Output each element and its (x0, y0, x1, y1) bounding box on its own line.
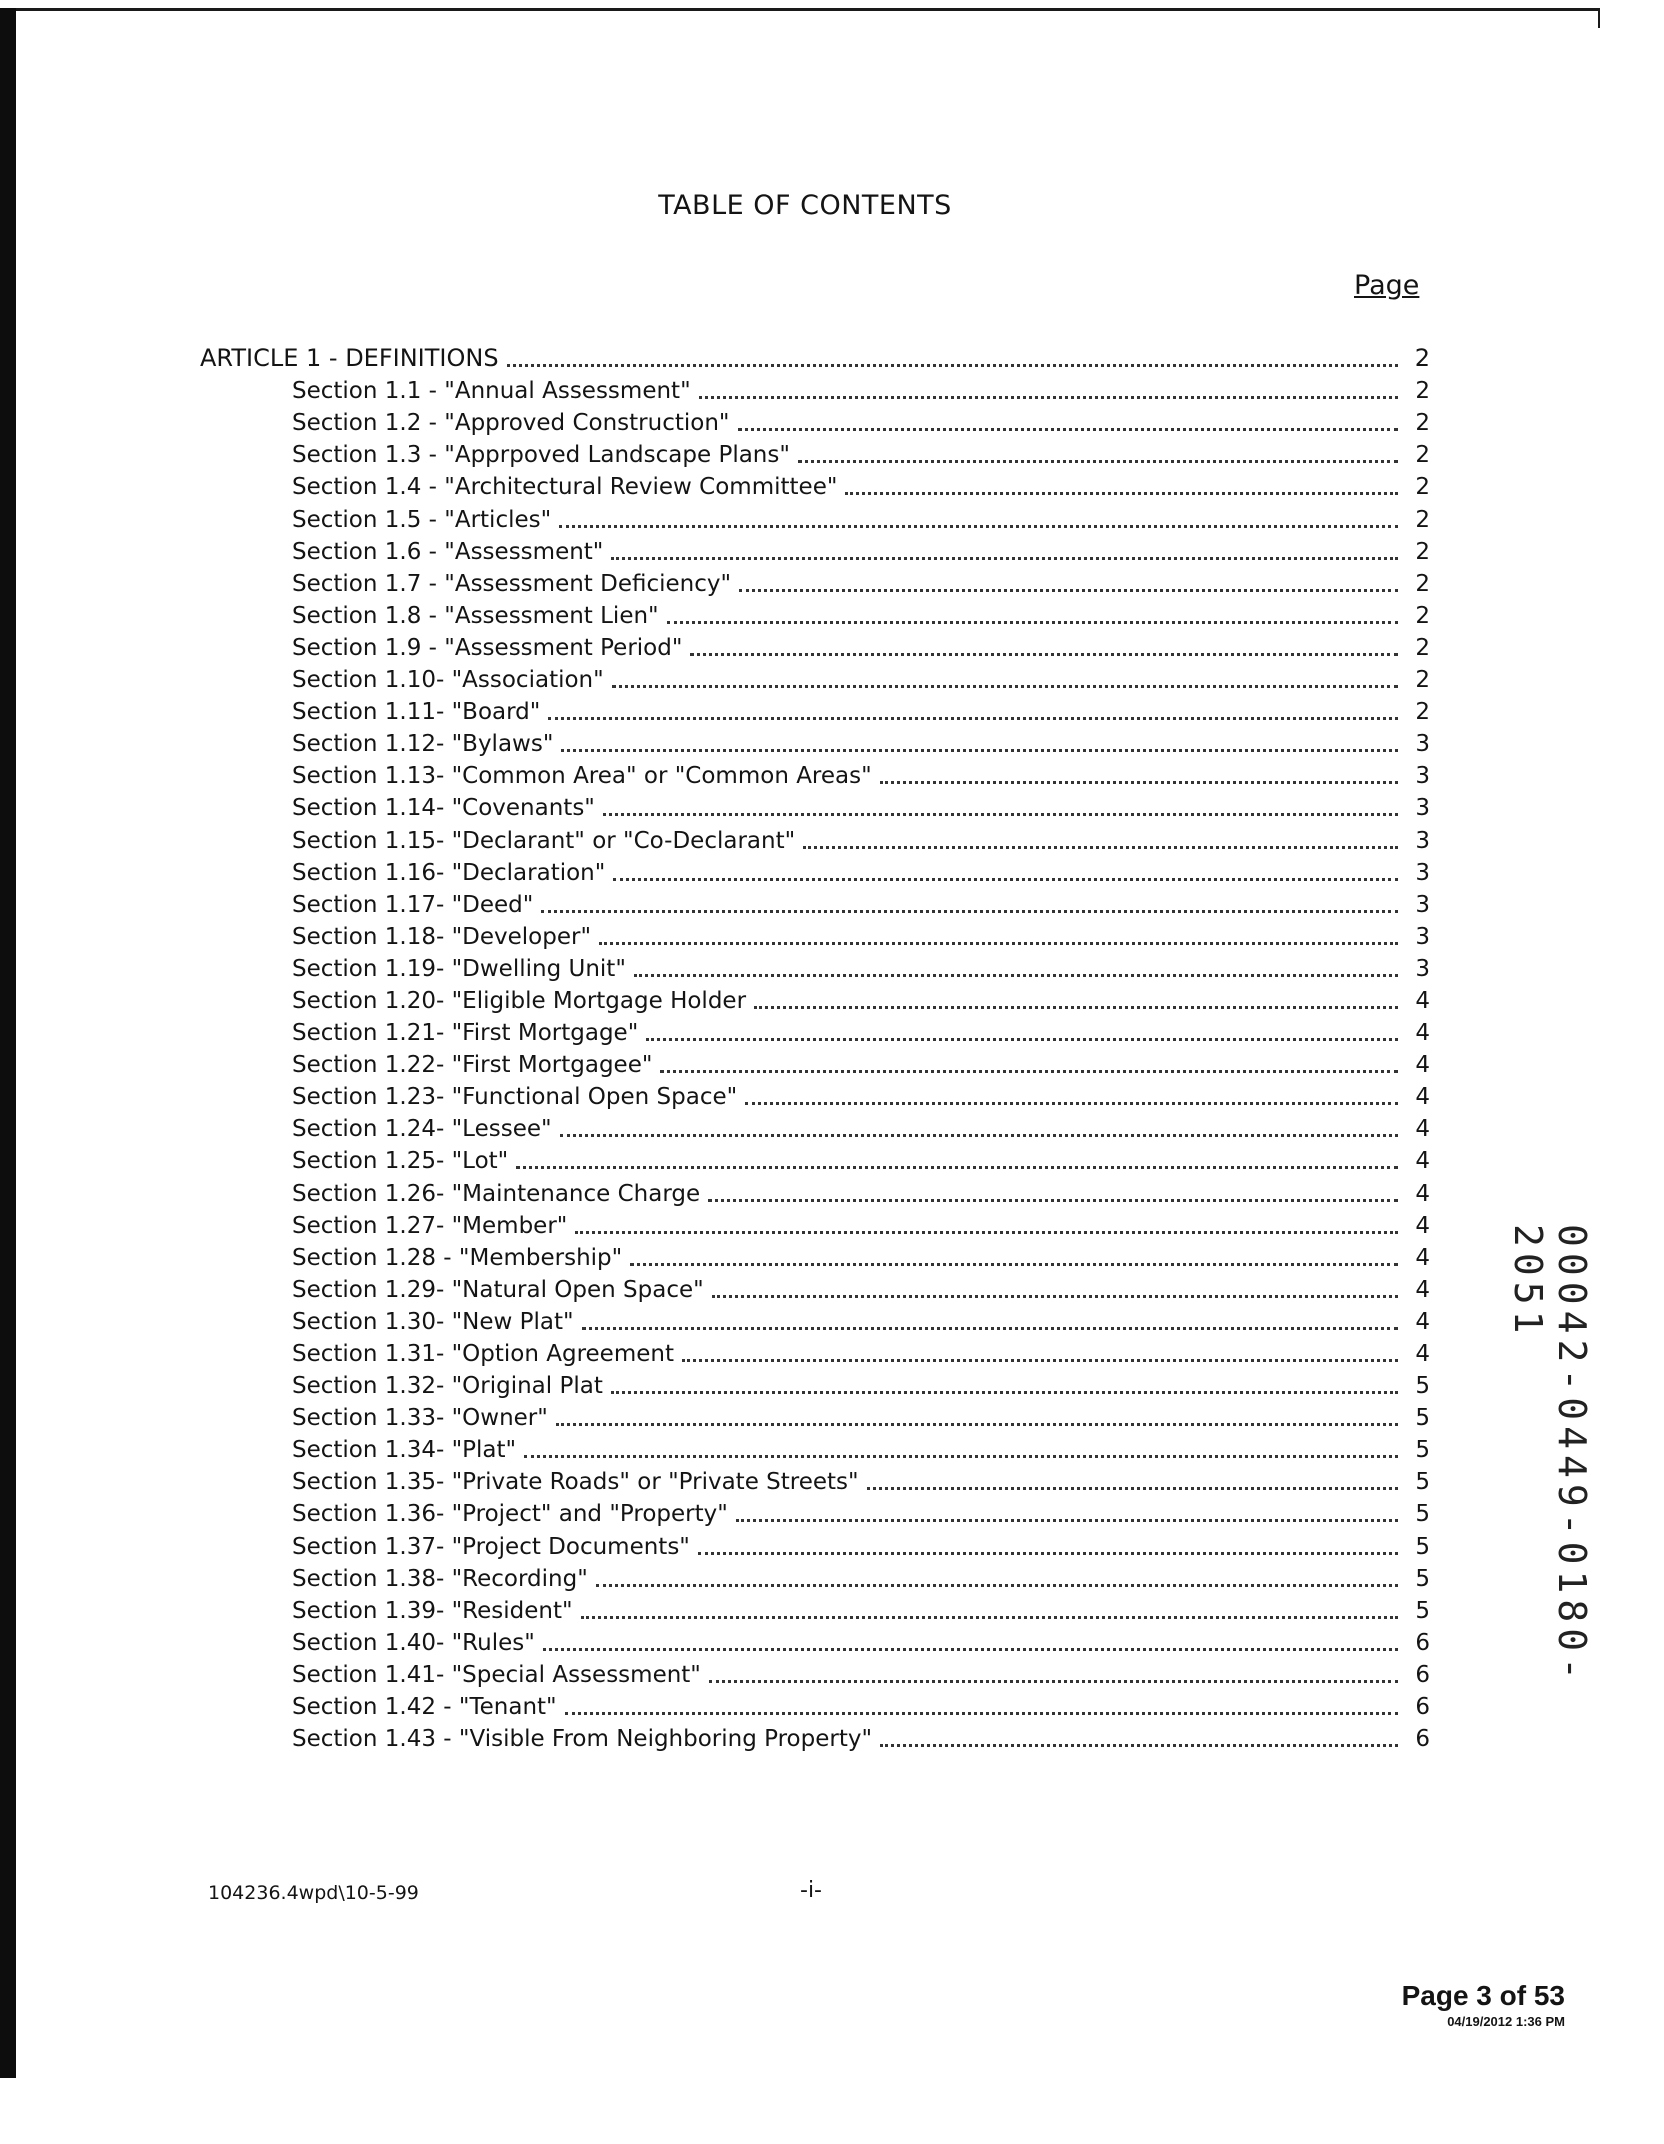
toc-section-row[interactable] (200, 854, 1430, 886)
toc-section-label: Section 1.11- "Board" (292, 699, 541, 726)
document-title: TABLE OF CONTENTS (658, 190, 952, 221)
toc-section-row[interactable] (200, 1688, 1430, 1720)
recording-number: 00042-0449-0180-2051 (1506, 1224, 1594, 1687)
toc-section-row[interactable] (200, 982, 1430, 1014)
toc-section-label: Section 1.31- "Option Agreement (292, 1341, 674, 1367)
toc-section-row[interactable] (200, 1078, 1430, 1110)
dot-leader (667, 607, 1398, 624)
toc-section-row[interactable] (200, 821, 1430, 853)
toc-section-label: Section 1.4 - "Architectural Review Committee" (292, 474, 838, 501)
toc-section-page: 3 (1415, 923, 1430, 950)
toc-section-row[interactable] (200, 725, 1430, 757)
dot-leader (880, 1730, 1398, 1747)
dot-leader (556, 1409, 1398, 1426)
toc-section-label: Section 1.32- "Original Plat (292, 1373, 603, 1400)
dot-leader (845, 478, 1398, 495)
toc-section-page: 5 (1415, 1437, 1430, 1464)
dot-leader (634, 960, 1398, 977)
recording-number-stamp (1506, 1120, 1594, 1840)
toc-section-row[interactable] (200, 629, 1430, 661)
toc-section-row[interactable] (200, 404, 1430, 436)
toc-section-label: Section 1.43 - "Visible From Neighboring Property" (292, 1726, 873, 1753)
dot-leader (611, 543, 1398, 560)
toc-article-row[interactable] (200, 340, 1430, 372)
toc-section-label: Section 1.42 - "Tenant" (292, 1694, 557, 1721)
toc-section-page: 2 (1415, 378, 1430, 405)
toc-section-row[interactable] (200, 1142, 1430, 1174)
toc-section-row[interactable] (200, 1495, 1430, 1527)
toc-section-page: 6 (1415, 1661, 1430, 1688)
toc-section-page: 5 (1415, 1405, 1430, 1432)
toc-section-label: Section 1.19- "Dwelling Unit" (292, 955, 626, 982)
toc-article-label: ARTICLE 1 - DEFINITIONS (200, 344, 499, 373)
toc-section-row[interactable] (200, 1560, 1430, 1592)
toc-section-label: Section 1.37- "Project Documents" (292, 1533, 690, 1560)
dot-leader (581, 1602, 1398, 1619)
toc-section-row[interactable] (200, 1431, 1430, 1463)
footer-file-reference: 104236.4wpd\10-5-99 (208, 1882, 419, 1904)
dot-leader (559, 511, 1398, 528)
stamp-datetime: 04/19/2012 1:36 PM (1447, 2014, 1565, 2029)
toc-section-label: Section 1.9 - "Assessment Period" (292, 634, 683, 661)
toc-section-label: Section 1.39- "Resident" (292, 1597, 573, 1624)
toc-section-page: 4 (1415, 1116, 1430, 1143)
toc-section-row[interactable] (200, 950, 1430, 982)
toc-section-row[interactable] (200, 436, 1430, 468)
dot-leader (745, 1088, 1398, 1105)
page-border-right (1598, 8, 1600, 28)
toc-section-row[interactable] (200, 500, 1430, 532)
dot-leader (738, 414, 1399, 431)
dot-leader (880, 767, 1398, 784)
dot-leader (507, 350, 1398, 367)
toc-section-page: 6 (1415, 1694, 1430, 1721)
toc-section-label: Section 1.10- "Association" (292, 667, 604, 694)
toc-section-page: 5 (1415, 1469, 1430, 1496)
toc-section-label: Section 1.35- "Private Roads" or "Private Streets" (292, 1469, 859, 1496)
toc-section-page: 3 (1415, 731, 1430, 758)
toc-section-page: 3 (1415, 795, 1430, 822)
toc-section-row[interactable] (200, 661, 1430, 693)
toc-section-row[interactable] (200, 372, 1430, 404)
dot-leader (612, 671, 1398, 688)
toc-section-page: 2 (1415, 602, 1430, 629)
toc-section-row[interactable] (200, 1624, 1430, 1656)
dot-leader (575, 1217, 1398, 1234)
page-count-stamp (1385, 1980, 1565, 2029)
toc-section-page: 5 (1415, 1501, 1430, 1528)
toc-section-page: 4 (1415, 1212, 1430, 1239)
toc-section-page: 5 (1415, 1533, 1430, 1560)
toc-section-page: 2 (1415, 699, 1430, 726)
toc-section-row[interactable] (200, 1399, 1430, 1431)
toc-section-page: 4 (1415, 1341, 1430, 1367)
toc-section-label: Section 1.17- "Deed" (292, 891, 534, 918)
dot-leader (565, 1698, 1398, 1715)
toc-section-page: 5 (1415, 1373, 1430, 1400)
dot-leader (543, 1634, 1398, 1651)
dot-leader (754, 992, 1398, 1009)
footer-page-number: -i- (800, 1878, 822, 1903)
toc-section-label: Section 1.41- "Special Assessment" (292, 1661, 701, 1688)
toc-section-label: Section 1.18- "Developer" (292, 923, 592, 950)
toc-section-label: Section 1.29- "Natural Open Space" (292, 1276, 704, 1303)
toc-section-label: Section 1.7 - "Assessment Deficiency" (292, 570, 732, 597)
toc-section-row[interactable] (200, 597, 1430, 629)
dot-leader (712, 1281, 1398, 1298)
dot-leader (867, 1473, 1398, 1490)
dot-leader (524, 1441, 1398, 1458)
toc-section-page: 5 (1415, 1565, 1430, 1592)
toc-section-row[interactable] (200, 693, 1430, 725)
dot-leader (690, 639, 1398, 656)
toc-section-row[interactable] (200, 1174, 1430, 1206)
toc-section-row[interactable] (200, 1207, 1430, 1239)
toc-section-label: Section 1.30- "New Plat" (292, 1308, 574, 1335)
toc-section-label: Section 1.12- "Bylaws" (292, 731, 554, 758)
dot-leader (698, 1538, 1398, 1555)
toc-section-row[interactable] (200, 886, 1430, 918)
toc-section-row[interactable] (200, 1527, 1430, 1559)
toc-section-page: 3 (1415, 763, 1430, 790)
toc-section-label: Section 1.6 - "Assessment" (292, 538, 604, 565)
toc-section-page: 4 (1415, 1148, 1430, 1175)
toc-section-label: Section 1.38- "Recording" (292, 1565, 588, 1592)
dot-leader (561, 735, 1398, 752)
toc-section-label: Section 1.14- "Covenants" (292, 795, 595, 822)
toc-section-page: 4 (1415, 1084, 1430, 1111)
toc-section-label: Section 1.23- "Functional Open Space" (292, 1084, 738, 1111)
toc-section-label: Section 1.25- "Lot" (292, 1148, 509, 1175)
dot-leader (739, 575, 1398, 592)
toc-section-page: 4 (1415, 1276, 1430, 1303)
toc-section-page: 2 (1415, 538, 1430, 565)
toc-section-page: 2 (1415, 667, 1430, 694)
toc-section-label: Section 1.26- "Maintenance Charge (292, 1180, 701, 1207)
toc-section-page: 4 (1415, 1020, 1430, 1047)
toc-section-page: 3 (1415, 891, 1430, 918)
toc-section-row[interactable] (200, 1720, 1430, 1752)
toc-section-label: Section 1.33- "Owner" (292, 1405, 548, 1432)
dot-leader (699, 382, 1398, 399)
toc-section-page: 4 (1415, 1308, 1430, 1335)
toc-section-label: Section 1.13- "Common Area" or "Common Areas" (292, 763, 872, 790)
toc-section-row[interactable] (200, 1303, 1430, 1335)
toc-section-label: Section 1.24- "Lessee" (292, 1116, 552, 1143)
toc-section-label: Section 1.2 - "Approved Construction" (292, 410, 730, 437)
toc-section-row[interactable] (200, 1463, 1430, 1495)
dot-leader (611, 1377, 1398, 1394)
dot-leader (541, 896, 1398, 913)
toc-section-label: Section 1.28 - "Membership" (292, 1244, 623, 1271)
dot-leader (630, 1249, 1398, 1266)
page-border-top (0, 8, 1600, 11)
toc-section-label: Section 1.3 - "Apprpoved Landscape Plans" (292, 442, 790, 469)
toc-section-row[interactable] (200, 1110, 1430, 1142)
toc-section-page: 4 (1415, 1244, 1430, 1271)
toc-section-label: Section 1.27- "Member" (292, 1212, 568, 1239)
toc-section-page: 4 (1415, 1052, 1430, 1079)
toc-section-page: 4 (1415, 987, 1430, 1014)
dot-leader (798, 446, 1398, 463)
dot-leader (599, 928, 1398, 945)
toc-section-row[interactable] (200, 789, 1430, 821)
dot-leader (613, 864, 1398, 881)
toc-section-label: Section 1.15- "Declarant" or "Co-Declarant" (292, 827, 796, 854)
toc-section-row[interactable] (200, 1656, 1430, 1688)
page-border-left (0, 8, 16, 2078)
toc-section-label: Section 1.22- "First Mortgagee" (292, 1052, 653, 1079)
toc-section-page: 3 (1415, 955, 1430, 982)
dot-leader (603, 799, 1398, 816)
dot-leader (708, 1185, 1398, 1202)
toc-section-page: 4 (1415, 1180, 1430, 1207)
dot-leader (582, 1313, 1398, 1330)
table-of-contents (200, 340, 1430, 1752)
dot-leader (660, 1056, 1398, 1073)
toc-article-page: 2 (1414, 344, 1430, 373)
dot-leader (803, 832, 1398, 849)
toc-section-label: Section 1.40- "Rules" (292, 1629, 535, 1656)
dot-leader (709, 1666, 1398, 1683)
toc-section-page: 3 (1415, 859, 1430, 886)
toc-section-label: Section 1.21- "First Mortgage" (292, 1020, 639, 1047)
toc-section-row[interactable] (200, 757, 1430, 789)
dot-leader (736, 1505, 1398, 1522)
dot-leader (646, 1024, 1398, 1041)
toc-section-page: 3 (1415, 827, 1430, 854)
toc-section-row[interactable] (200, 1335, 1430, 1367)
toc-section-label: Section 1.1 - "Annual Assessment" (292, 378, 691, 405)
toc-section-label: Section 1.8 - "Assessment Lien" (292, 602, 659, 629)
toc-section-page: 2 (1415, 442, 1430, 469)
dot-leader (596, 1570, 1398, 1587)
toc-section-label: Section 1.20- "Eligible Mortgage Holder (292, 987, 747, 1014)
toc-section-row[interactable] (200, 1271, 1430, 1303)
toc-section-label: Section 1.16- "Declaration" (292, 859, 606, 886)
toc-section-page: 2 (1415, 474, 1430, 501)
toc-section-page: 6 (1415, 1629, 1430, 1656)
dot-leader (560, 1120, 1398, 1137)
dot-leader (516, 1152, 1398, 1169)
toc-section-page: 2 (1415, 634, 1430, 661)
toc-section-label: Section 1.34- "Plat" (292, 1437, 517, 1464)
toc-section-page: 2 (1415, 506, 1430, 533)
page-column-header: Page (1354, 270, 1420, 301)
toc-section-page: 2 (1415, 410, 1430, 437)
toc-section-page: 2 (1415, 570, 1430, 597)
toc-section-row[interactable] (200, 468, 1430, 500)
toc-section-row[interactable] (200, 565, 1430, 597)
toc-section-page: 6 (1415, 1726, 1430, 1753)
dot-leader (682, 1345, 1398, 1362)
toc-section-label: Section 1.5 - "Articles" (292, 506, 552, 533)
toc-section-page: 5 (1415, 1597, 1430, 1624)
dot-leader (548, 703, 1398, 720)
page-of-total: Page 3 of 53 (1401, 1980, 1565, 2011)
toc-section-row[interactable] (200, 1239, 1430, 1271)
toc-section-row[interactable] (200, 1367, 1430, 1399)
toc-section-row[interactable] (200, 1014, 1430, 1046)
toc-section-row[interactable] (200, 1046, 1430, 1078)
toc-section-row[interactable] (200, 1592, 1430, 1624)
toc-section-row[interactable] (200, 533, 1430, 565)
toc-section-row[interactable] (200, 918, 1430, 950)
toc-section-label: Section 1.36- "Project" and "Property" (292, 1501, 728, 1528)
